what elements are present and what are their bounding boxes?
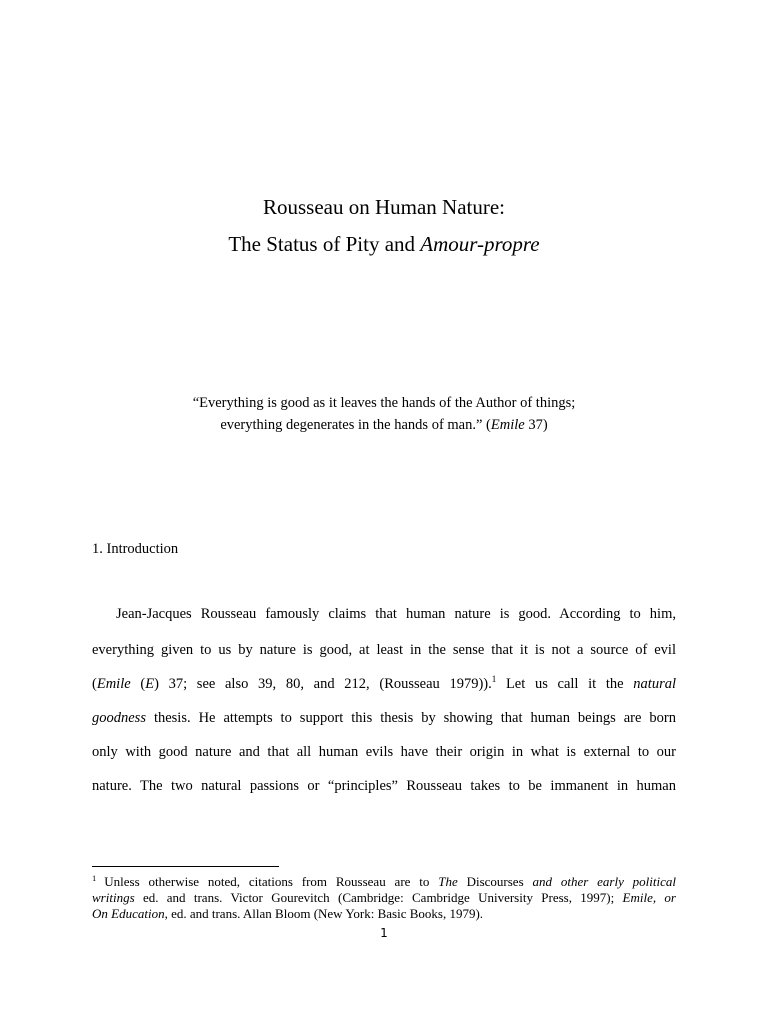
body-line-5: only with good nature and that all human evils have their origin in what is external to our — [92, 744, 676, 760]
footnote-italic: On Education — [92, 906, 165, 921]
title-italic-term: Amour-propre — [420, 232, 540, 256]
body-line-1: Jean-Jacques Rousseau famously claims that human nature is good. According to him, — [116, 606, 676, 622]
page-number: 1 — [380, 926, 388, 940]
title-text: The Status of Pity and — [228, 232, 421, 256]
footnote-italic: Emile, or — [622, 890, 676, 905]
body-line-2: everything given to us by nature is good, at least in the sense that it is not a source of evil — [92, 642, 676, 658]
epigraph-text: everything degenerates in the hands of man.” ( — [220, 417, 491, 433]
body-line-6: nature. The two natural passions or “principles” Rousseau takes to be immanent in human — [92, 778, 676, 794]
body-italic: Emile — [96, 676, 131, 692]
paper-title-line-1: Rousseau on Human Nature: — [262, 195, 506, 219]
body-text: thesis. He attempts to support this thesis by showing that human beings are born — [145, 710, 676, 726]
footnote-line-1 — [92, 874, 676, 891]
footnote-separator — [92, 866, 279, 867]
footnote-italic: The — [438, 874, 458, 889]
body-line-3 — [92, 675, 676, 693]
body-text: ( — [130, 676, 146, 692]
footnote-line-2 — [92, 890, 676, 907]
body-italic: goodness — [92, 710, 146, 726]
body-italic: natural — [633, 676, 676, 692]
footnote-italic: and other early political — [532, 874, 677, 889]
footnote-number: 1 — [92, 873, 97, 883]
epigraph-line-2 — [0, 416, 768, 434]
body-text: ) 37; see also 39, 80, and 212, (Rousseau 1979)). — [154, 676, 492, 692]
footnote-text: Discourses — [457, 874, 533, 889]
epigraph-citation: 37) — [524, 417, 548, 433]
footnote-italic: writings — [92, 890, 135, 905]
epigraph-line-1: “Everything is good as it leaves the hands of the Author of things; — [192, 395, 576, 411]
footnote-text: Unless otherwise noted, citations from Rousseau are to — [104, 874, 439, 889]
body-line-4 — [92, 709, 676, 727]
section-heading: 1. Introduction — [92, 541, 179, 557]
paper-title-line-2 — [0, 231, 768, 257]
footnote-text: , ed. and trans. Allan Bloom (New York: Basic Books, 1979). — [164, 906, 484, 921]
body-italic: E — [145, 676, 155, 692]
footnote-reference[interactable]: 1 — [491, 674, 497, 684]
body-text: Let us call it the — [496, 676, 634, 692]
footnote-line-3 — [92, 906, 676, 923]
epigraph-source-title: Emile — [490, 417, 525, 433]
body-text: ( — [92, 676, 97, 692]
footnote-text: ed. and trans. Victor Gourevitch (Cambridge: Cambridge University Press, 1997); — [134, 890, 623, 905]
